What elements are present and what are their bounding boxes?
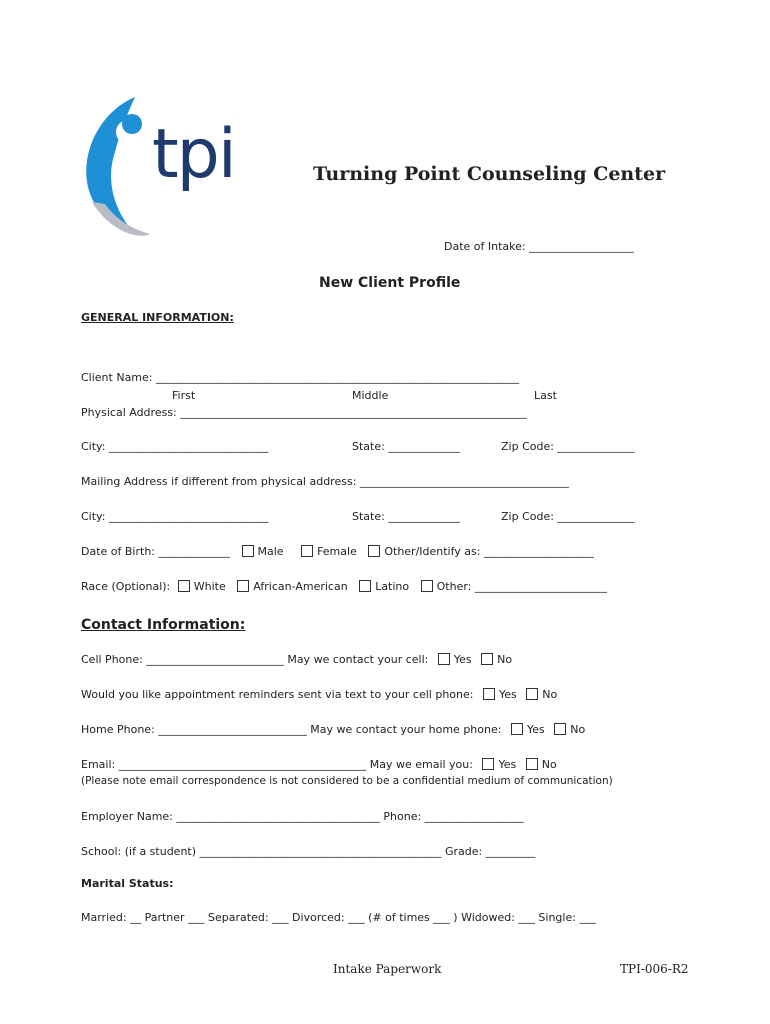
female-checkbox[interactable] [301, 545, 313, 557]
african-american-checkbox[interactable] [237, 580, 249, 592]
email-field[interactable]: Email: _____________________________________________ May we email you: [81, 758, 473, 771]
mailing-zip-field[interactable]: Zip Code: ______________ [501, 510, 635, 523]
male-label: Male [257, 545, 284, 558]
no-label: No [541, 758, 557, 771]
white-checkbox[interactable] [178, 580, 190, 592]
general-info-heading: GENERAL INFORMATION: [81, 311, 234, 324]
other-race-checkbox[interactable] [421, 580, 433, 592]
yes-label: Yes [453, 653, 472, 666]
contact-info-heading: Contact Information: [81, 617, 246, 633]
no-label: No [497, 653, 513, 666]
org-name: Turning Point Counseling Center [313, 163, 666, 185]
reminders-no-checkbox[interactable] [526, 688, 538, 700]
footer-right: TPI-006-R2 [620, 962, 689, 976]
reminders-label: Would you like appointment reminders sent via text to your cell phone: [81, 688, 474, 701]
marital-status-field[interactable]: Married: __ Partner ___ Separated: ___ Divorced: ___ (# of times ___ ) Widowed: ___ Single: ___ [81, 911, 596, 924]
cell-phone-row [81, 653, 512, 667]
client-name-field[interactable]: Client Name: __________________________________________________________________ [81, 371, 519, 384]
no-label: No [570, 723, 586, 736]
white-label: White [193, 580, 226, 593]
city-field[interactable]: City: _____________________________ [81, 440, 269, 453]
zip-code-field[interactable]: Zip Code: ______________ [501, 440, 635, 453]
footer-left: Intake Paperwork [333, 962, 442, 976]
female-label: Female [317, 545, 357, 558]
race-label: Race (Optional): [81, 580, 171, 593]
mailing-address-field[interactable]: Mailing Address if different from physical address: ______________________________________ [81, 475, 569, 488]
date-of-intake-field[interactable]: Date of Intake: ___________________ [444, 240, 634, 253]
other-gender-checkbox[interactable] [368, 545, 380, 557]
tpi-logo [80, 92, 250, 242]
name-last-label: Last [534, 389, 557, 402]
african-american-label: African-American [253, 580, 348, 593]
school-field[interactable]: School: (if a student) ____________________________________________ Grade: _________ [81, 845, 536, 858]
marital-status-heading: Marital Status: [81, 877, 174, 890]
email-no-checkbox[interactable] [526, 758, 538, 770]
state-field[interactable]: State: _____________ [352, 440, 460, 453]
yes-label: Yes [498, 758, 517, 771]
email-row [81, 758, 557, 772]
cell-yes-checkbox[interactable] [438, 653, 450, 665]
logo-text: tpi [152, 115, 235, 194]
other-race-field[interactable]: Other: ________________________ [436, 580, 607, 593]
mailing-city-field[interactable]: City: _____________________________ [81, 510, 269, 523]
employer-field[interactable]: Employer Name: _____________________________________ Phone: __________________ [81, 810, 524, 823]
latino-label: Latino [375, 580, 410, 593]
physical-address-field[interactable]: Physical Address: _______________________________________________________________ [81, 406, 527, 419]
dob-row [81, 545, 594, 559]
home-phone-field[interactable]: Home Phone: ___________________________ May we contact your home phone: [81, 723, 502, 736]
yes-label: Yes [526, 723, 545, 736]
email-yes-checkbox[interactable] [482, 758, 494, 770]
home-yes-checkbox[interactable] [511, 723, 523, 735]
dob-field[interactable]: Date of Birth: _____________ [81, 545, 230, 558]
form-title: New Client Profile [319, 275, 461, 291]
race-row [81, 580, 607, 594]
name-first-label: First [172, 389, 196, 402]
latino-checkbox[interactable] [359, 580, 371, 592]
cell-no-checkbox[interactable] [481, 653, 493, 665]
name-middle-label: Middle [352, 389, 389, 402]
email-note: (Please note email correspondence is not considered to be a confidential medium of communication) [81, 775, 613, 787]
reminders-yes-checkbox[interactable] [483, 688, 495, 700]
mailing-state-field[interactable]: State: _____________ [352, 510, 460, 523]
other-gender-field[interactable]: Other/Identify as: ____________________ [384, 545, 594, 558]
yes-label: Yes [498, 688, 517, 701]
no-label: No [542, 688, 558, 701]
home-phone-row [81, 723, 585, 737]
cell-phone-field[interactable]: Cell Phone: _________________________ May we contact your cell: [81, 653, 429, 666]
male-checkbox[interactable] [242, 545, 254, 557]
home-no-checkbox[interactable] [554, 723, 566, 735]
reminders-row [81, 688, 557, 702]
